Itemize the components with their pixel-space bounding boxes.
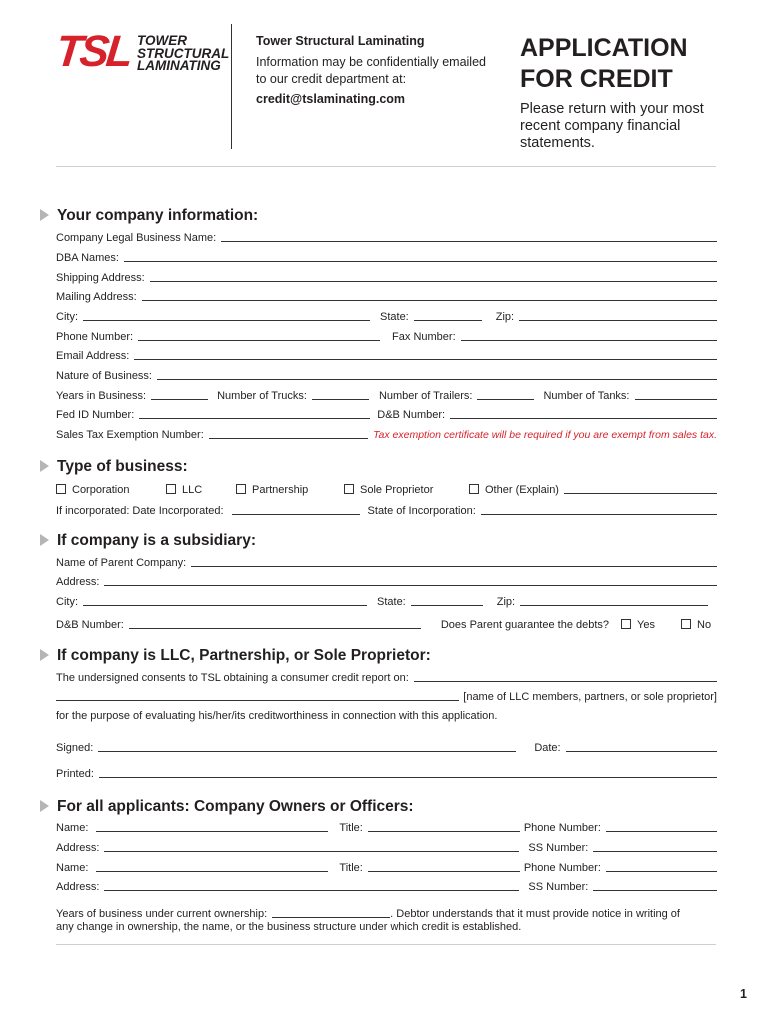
nature-row (56, 368, 717, 382)
purpose-text: for the purpose of evaluating his/her/its creditworthiness in connection with this application. (56, 710, 498, 722)
legal-name-label: Company Legal Business Name: (56, 232, 217, 244)
phone-field[interactable] (138, 339, 380, 341)
parent-name-field[interactable] (191, 565, 717, 567)
section-company-info-heading: Your company information: (40, 207, 258, 225)
printed-name-field[interactable] (99, 776, 717, 778)
date-incorporated-field[interactable] (232, 513, 360, 515)
owner-2-phone-field[interactable] (606, 870, 717, 872)
shipping-field[interactable] (150, 280, 717, 282)
signed-label: Signed: (56, 742, 94, 754)
guarantee-question: Does Parent guarantee the debts? (440, 619, 610, 631)
dnb-field[interactable] (450, 417, 717, 419)
parent-dnb-row (56, 617, 717, 631)
legal-name-field[interactable] (221, 240, 717, 242)
printed-label: Printed: (56, 768, 94, 780)
owner-title-label: Title: (339, 862, 363, 874)
owner-title-label: Title: (339, 822, 363, 834)
trucks-label: Number of Trucks: (217, 390, 307, 402)
member-names-row (56, 689, 717, 703)
state-incorporation-label: State of Incorporation: (367, 505, 476, 517)
fax-label: Fax Number: (392, 331, 456, 343)
parent-state-field[interactable] (411, 604, 483, 606)
parent-state-label: State: (377, 596, 406, 608)
city-field[interactable] (83, 319, 370, 321)
credit-email-link[interactable]: credit@tslaminating.com (256, 92, 406, 106)
checkbox-icon[interactable] (236, 484, 246, 494)
owner-name-label: Name: (56, 862, 89, 874)
title-line-2: FOR CREDIT (520, 65, 673, 93)
owner-phone-label: Phone Number: (523, 862, 601, 874)
tanks-field[interactable] (635, 398, 718, 400)
consent-text: The undersigned consents to TSL obtaining a consumer credit report on: (56, 672, 409, 684)
notice-text-1: . Debtor understands that it must provide notice in writing of (390, 908, 680, 920)
logo-wordmark (137, 35, 229, 73)
parent-city-label: City: (56, 596, 78, 608)
page-number: 1 (740, 987, 747, 1001)
email-row (56, 348, 717, 362)
logo-line-2: STRUCTURAL (137, 45, 230, 61)
checkbox-icon[interactable] (469, 484, 479, 494)
parent-dnb-label: D&B Number: (56, 619, 124, 631)
zip-label: Zip: (495, 311, 515, 323)
checkbox-icon[interactable] (621, 619, 631, 629)
checkbox-icon[interactable] (166, 484, 176, 494)
header-divider (231, 24, 232, 149)
date-label: Date: (534, 742, 561, 754)
signature-field[interactable] (98, 750, 516, 752)
footer-rule (56, 944, 716, 945)
owner-1-name-row (56, 820, 717, 834)
llc-option[interactable]: LLC (166, 484, 236, 496)
parent-name-label: Name of Parent Company: (56, 557, 187, 569)
incorporation-row (56, 503, 717, 517)
owner-name-label: Name: (56, 822, 89, 834)
section-llc-heading: If company is LLC, Partnership, or Sole Proprietor: (40, 647, 431, 665)
shipping-label: Shipping Address: (56, 272, 145, 284)
logo-line-1: TOWER (137, 33, 187, 48)
corporation-option[interactable]: Corporation (56, 484, 166, 496)
company-name: Tower Structural Laminating (256, 34, 425, 48)
owner-phone-label: Phone Number: (523, 822, 601, 834)
date-field[interactable] (566, 750, 717, 752)
logo-line-3: LAMINATING (137, 58, 221, 73)
owner-2-name-field[interactable] (96, 870, 328, 872)
tax-exemption-field[interactable] (209, 437, 368, 439)
checkbox-icon[interactable] (681, 619, 691, 629)
other-explain-field[interactable] (564, 492, 717, 494)
parent-city-field[interactable] (83, 604, 367, 606)
owner-2-ss-field[interactable] (593, 889, 717, 891)
dba-field[interactable] (124, 260, 717, 262)
owner-address-label: Address: (56, 842, 100, 854)
checkbox-icon[interactable] (344, 484, 354, 494)
consent-row (56, 670, 717, 684)
notice-text-2: any change in ownership, the name, or the business structure under which credit is established. (56, 921, 522, 933)
fedid-label: Fed ID Number: (56, 409, 135, 421)
owner-1-address-field[interactable] (104, 850, 519, 852)
trailers-label: Number of Trailers: (378, 390, 473, 402)
tax-row (56, 427, 717, 441)
business-type-row (56, 482, 717, 496)
partnership-option[interactable]: Partnership (236, 484, 344, 496)
owner-1-title-field[interactable] (368, 830, 520, 832)
tanks-label: Number of Tanks: (543, 390, 630, 402)
owner-2-name-row (56, 860, 717, 874)
parent-address-label: Address: (56, 576, 100, 588)
owner-ss-label: SS Number: (528, 842, 589, 854)
mailing-field[interactable] (142, 299, 717, 301)
checkbox-icon[interactable] (56, 484, 66, 494)
arrow-right-icon (40, 534, 49, 546)
trucks-field[interactable] (312, 398, 369, 400)
page-title (520, 33, 688, 95)
consent-name-field[interactable] (414, 680, 717, 682)
owner-2-address-field[interactable] (104, 889, 519, 891)
city-state-zip-row (56, 309, 717, 323)
logo-abbreviation: TSL (53, 27, 133, 76)
phone-label: Phone Number: (56, 331, 134, 343)
dba-label: DBA Names: (56, 252, 119, 264)
other-option[interactable]: Other (Explain) (469, 484, 559, 496)
owner-1-name-field[interactable] (96, 830, 328, 832)
section-owners-heading: For all applicants: Company Owners or Officers: (40, 798, 414, 816)
owner-ss-label: SS Number: (528, 881, 589, 893)
parent-zip-label: Zip: (496, 596, 516, 608)
sole-proprietor-option[interactable]: Sole Proprietor (344, 484, 469, 496)
ownership-years-row (56, 906, 717, 920)
phone-fax-row (56, 329, 717, 343)
fax-field[interactable] (461, 339, 717, 341)
parent-dnb-field[interactable] (129, 627, 421, 629)
nature-field[interactable] (157, 378, 717, 380)
title-line-1: APPLICATION (520, 34, 688, 62)
return-note: Please return with your most recent company financial statements. (520, 101, 704, 151)
owner-2-title-field[interactable] (368, 870, 520, 872)
owner-2-address-row (56, 879, 717, 893)
header-rule (56, 166, 716, 167)
section-subsidiary-heading: If company is a subsidiary: (40, 532, 256, 550)
ownership-years-field[interactable] (272, 916, 390, 918)
email-label: Email Address: (56, 350, 130, 362)
zip-field[interactable] (519, 319, 717, 321)
parent-zip-field[interactable] (520, 604, 708, 606)
nature-label: Nature of Business: (56, 370, 152, 382)
arrow-right-icon (40, 460, 49, 472)
member-names-label: [name of LLC members, partners, or sole proprietor] (463, 691, 717, 703)
printed-row (56, 766, 717, 780)
dnb-label: D&B Number: (377, 409, 446, 421)
years-field[interactable] (151, 398, 208, 400)
state-field[interactable] (414, 319, 482, 321)
tax-exemption-label: Sales Tax Exemption Number: (56, 429, 204, 441)
parent-address-row (56, 574, 717, 588)
years-label: Years in Business: (56, 390, 147, 402)
mailing-row (56, 289, 717, 303)
legal-name-row (56, 230, 717, 244)
fedid-row (56, 407, 717, 421)
arrow-right-icon (40, 649, 49, 661)
city-label: City: (56, 311, 78, 323)
state-incorporation-field[interactable] (481, 513, 717, 515)
signed-row (56, 740, 717, 754)
contact-info: Information may be confidentially emailed to our credit department at: (256, 55, 486, 86)
fedid-field[interactable] (139, 417, 370, 419)
state-label: State: (380, 311, 409, 323)
dba-row (56, 250, 717, 264)
email-field[interactable] (134, 358, 717, 360)
shipping-row (56, 270, 717, 284)
tax-note: Tax exemption certificate will be required if you are exempt from sales tax. (373, 429, 717, 441)
owner-1-address-row (56, 840, 717, 854)
owner-1-phone-field[interactable] (606, 830, 717, 832)
mailing-label: Mailing Address: (56, 291, 137, 303)
member-names-field[interactable] (56, 699, 459, 701)
owner-address-label: Address: (56, 881, 100, 893)
section-business-type-heading: Type of business: (40, 458, 188, 476)
guarantee-no-option[interactable]: No (681, 619, 711, 631)
parent-row (56, 555, 717, 569)
trailers-field[interactable] (477, 398, 534, 400)
arrow-right-icon (40, 209, 49, 221)
date-incorporated-label: If incorporated: Date Incorporated: (56, 505, 224, 517)
owner-1-ss-field[interactable] (593, 850, 717, 852)
arrow-right-icon (40, 800, 49, 812)
guarantee-yes-option[interactable]: Yes (621, 619, 655, 631)
ownership-years-label: Years of business under current ownership: (56, 908, 268, 920)
parent-city-row (56, 594, 708, 608)
counts-row (56, 388, 717, 402)
parent-address-field[interactable] (104, 584, 717, 586)
